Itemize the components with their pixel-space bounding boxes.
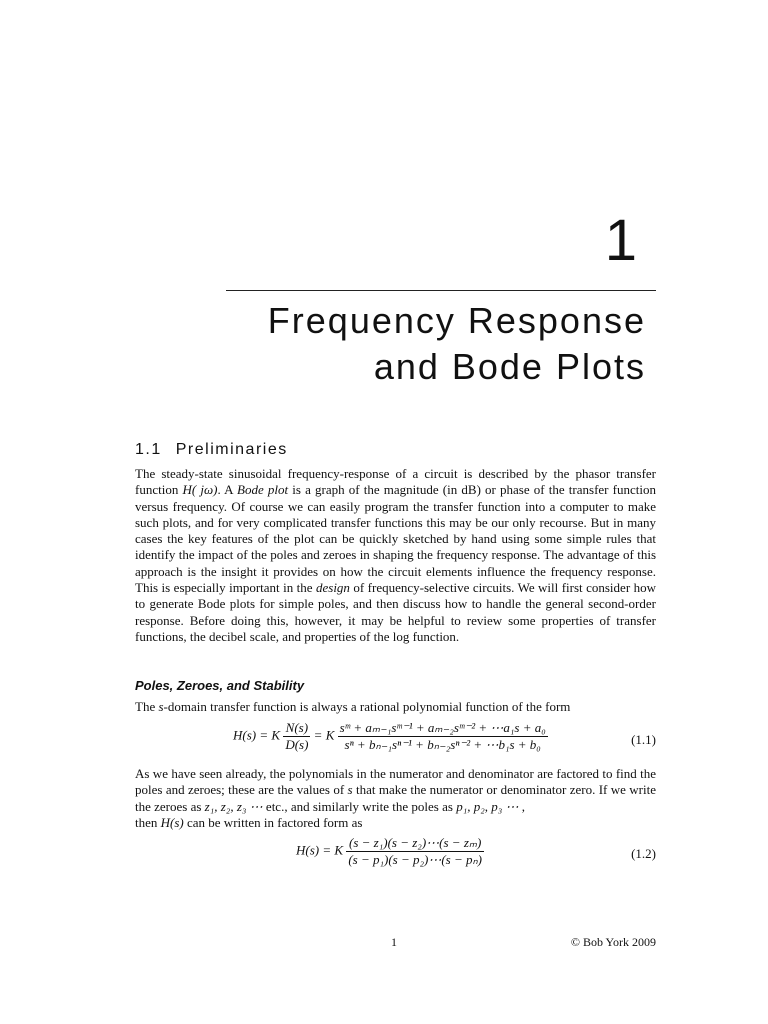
chapter-divider	[226, 290, 656, 291]
equation-1-1	[233, 720, 548, 753]
paragraph-intro	[135, 466, 656, 645]
page-number: 1	[391, 935, 397, 949]
copyright: © Bob York 2009	[570, 935, 656, 949]
math-H-jw: H( jω)	[182, 482, 218, 498]
text-run: The	[135, 699, 159, 714]
section-heading	[135, 441, 288, 459]
paragraph-poles-zeroes	[135, 766, 656, 815]
subsection-heading: Poles, Zeroes, and Stability	[135, 678, 305, 693]
eq1-denominator: sⁿ + bₙ₋₁sⁿ⁻¹ + bₙ₋₂sⁿ⁻² + ⋯b₁s + b₀	[344, 737, 541, 752]
eq2-fraction	[346, 835, 484, 868]
eq1-ratio	[283, 720, 310, 753]
eq1-ratio-denominator: D(s)	[285, 737, 309, 752]
eq1-polynomial	[338, 720, 548, 753]
math-s: s	[347, 782, 353, 798]
term-bode-plot: Bode plot	[237, 482, 289, 498]
chapter-title-line-1: Frequency Response	[267, 300, 646, 341]
section-number: 1.1	[135, 441, 162, 458]
text-run: of frequency-selective circuits. We will first consider how to generate Bode plots for simple poles, and then discuss how to handle the general second-order response. Before doing this, however, it may be helpful to review some properties of transfer functions, the decibel scale, and properties of the log function.	[135, 580, 656, 644]
eq1-numerator: sᵐ + aₘ₋₁sᵐ⁻¹ + aₘ₋₂sᵐ⁻² + ⋯a₁s + a₀	[339, 720, 546, 735]
eq1-equals-k: = K	[313, 727, 335, 743]
chapter-title	[268, 298, 646, 390]
equation-label-1-1: (1.1)	[631, 732, 656, 747]
paragraph-transfer-function	[135, 699, 656, 715]
math-zeroes: z₁, z₂, z₃ ⋯	[204, 798, 263, 814]
term-design: design	[315, 580, 350, 596]
math-poles: p₁, p₂, p₃ ⋯	[456, 798, 519, 814]
equation-1-2	[296, 835, 484, 868]
chapter-number: 1	[604, 208, 637, 273]
text-run: -domain transfer function is always a rational polynomial function of the form	[163, 699, 571, 714]
eq2-numerator: (s − z₁)(s − z₂)⋯(s − zₘ)	[346, 835, 484, 852]
text-run: etc., and similarly write the poles as	[262, 798, 457, 814]
eq2-denominator: (s − p₁)(s − p₂)⋯(s − pₙ)	[348, 852, 483, 867]
eq2-lhs: H(s) = K	[296, 842, 344, 858]
eq1-ratio-numerator: N(s)	[283, 720, 310, 737]
text-run: then	[135, 815, 161, 830]
section-title: Preliminaries	[175, 441, 288, 458]
eq1-lhs: H(s) = K	[233, 727, 281, 743]
text-run: ,	[518, 798, 525, 814]
text-run: that make the numerator or denominator zero. If we write the zeroes as	[135, 782, 656, 814]
equation-label-1-2: (1.2)	[631, 846, 656, 861]
math-H-s: H(s)	[160, 815, 184, 830]
text-run: . A	[217, 482, 237, 498]
chapter-title-line-2: and Bode Plots	[373, 346, 646, 387]
text-run: is a graph of the magnitude (in dB) or phase of the transfer function versus frequency. Of course we can easily program the transfer function into a computer to make such plots, and for very complicated transfer functions this may be our only recourse. But in many cases the key features of the plot can be quickly sketched by hand using some simple rules that identify the impact of the poles and zeroes in shaping the frequency response. The advantage of this approach is the insight it provides on how the circuit elements influence the frequency response. This is especially important in the	[135, 482, 656, 596]
math-s: s	[158, 699, 164, 714]
paragraph-factored-form	[135, 815, 656, 831]
text-run: can be written in factored form as	[183, 815, 363, 830]
text-run: The steady-state sinusoidal frequency-response of a circuit is described by the phasor transfer function	[135, 466, 656, 498]
text-run: As we have seen already, the polynomials in the numerator and denominator are factored to find the poles and zeroes; these are the values of	[135, 766, 656, 798]
